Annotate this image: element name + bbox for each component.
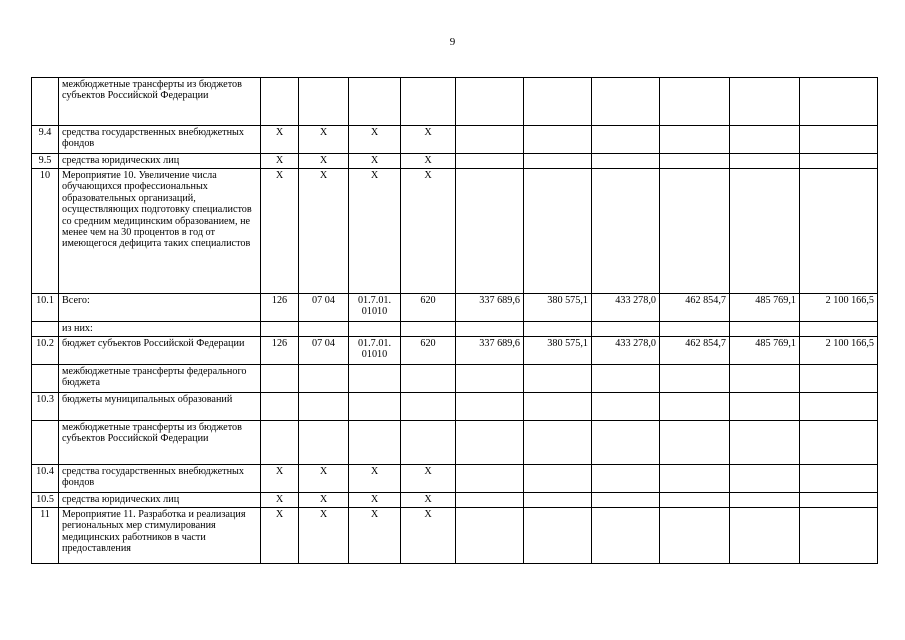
col-total-cell: 2 100 166,5 <box>800 337 878 365</box>
table-row <box>32 365 878 393</box>
table-row <box>32 154 878 169</box>
col-code-type-cell: Х <box>401 154 456 169</box>
col-2021-cell <box>592 465 660 493</box>
col-2019-cell <box>456 154 524 169</box>
col-2019-cell <box>456 169 524 294</box>
row-description: межбюджетные трансферты федерального бюджета <box>59 365 261 393</box>
col-2019-cell <box>456 78 524 126</box>
row-description: средства государственных внебюджетных фондов <box>59 126 261 154</box>
col-code-section-cell: Х <box>299 154 349 169</box>
col-2023-cell <box>730 465 800 493</box>
col-code-ministry-cell <box>261 421 299 465</box>
col-code-section-cell: Х <box>299 169 349 294</box>
row-number: 11 <box>32 508 59 564</box>
col-2019-cell <box>456 508 524 564</box>
col-total-cell <box>800 365 878 393</box>
col-code-ministry-cell <box>261 78 299 126</box>
col-total-cell <box>800 154 878 169</box>
col-code-section-cell <box>299 365 349 393</box>
row-description: Мероприятие 11. Разработка и реализация региональных мер стимулирования медицинских работников в части предоставления <box>59 508 261 564</box>
col-2019-cell <box>456 465 524 493</box>
col-2021-cell <box>592 154 660 169</box>
col-code-type-cell <box>401 365 456 393</box>
col-2023-cell <box>730 508 800 564</box>
col-2020-cell <box>524 508 592 564</box>
col-2020-cell <box>524 465 592 493</box>
col-2020-cell <box>524 126 592 154</box>
row-number: 10.4 <box>32 465 59 493</box>
col-2022-cell <box>660 465 730 493</box>
col-code-type-cell: Х <box>401 493 456 508</box>
col-code-section-cell: Х <box>299 508 349 564</box>
col-2023-cell <box>730 322 800 337</box>
col-2021-cell <box>592 78 660 126</box>
table-row <box>32 169 878 294</box>
col-2020-cell <box>524 365 592 393</box>
table-row <box>32 393 878 421</box>
col-2021-cell <box>592 393 660 421</box>
col-code-target-cell: Х <box>349 508 401 564</box>
col-code-target-cell <box>349 393 401 421</box>
row-description: межбюджетные трансферты из бюджетов субъектов Российской Федерации <box>59 78 261 126</box>
col-code-ministry-cell <box>261 365 299 393</box>
col-code-section-cell: Х <box>299 126 349 154</box>
col-code-type-cell <box>401 421 456 465</box>
col-total-cell <box>800 493 878 508</box>
row-number: 10.2 <box>32 337 59 365</box>
col-2020-cell <box>524 493 592 508</box>
col-2019-cell: 337 689,6 <box>456 337 524 365</box>
col-2020-cell <box>524 154 592 169</box>
col-code-target-cell <box>349 421 401 465</box>
table-body <box>32 78 878 564</box>
row-number: 10.5 <box>32 493 59 508</box>
col-code-type-cell: 620 <box>401 337 456 365</box>
col-code-section-cell <box>299 393 349 421</box>
row-number <box>32 421 59 465</box>
col-code-target-cell: Х <box>349 493 401 508</box>
col-2022-cell <box>660 154 730 169</box>
col-2021-cell <box>592 421 660 465</box>
col-2019-cell <box>456 393 524 421</box>
table-row <box>32 126 878 154</box>
col-2021-cell: 433 278,0 <box>592 294 660 322</box>
col-total-cell <box>800 465 878 493</box>
row-number: 10.1 <box>32 294 59 322</box>
col-2022-cell <box>660 365 730 393</box>
col-2021-cell <box>592 493 660 508</box>
table-row <box>32 421 878 465</box>
page-number: 9 <box>449 36 456 48</box>
col-code-ministry-cell <box>261 322 299 337</box>
col-total-cell <box>800 421 878 465</box>
col-total-cell <box>800 78 878 126</box>
col-code-type-cell <box>401 393 456 421</box>
col-code-target-cell: Х <box>349 126 401 154</box>
col-2022-cell <box>660 169 730 294</box>
row-description: Всего: <box>59 294 261 322</box>
col-2020-cell <box>524 393 592 421</box>
row-description: бюджеты муниципальных образований <box>59 393 261 421</box>
row-description: средства юридических лиц <box>59 154 261 169</box>
col-code-target-cell: 01.7.01. 01010 <box>349 294 401 322</box>
col-code-section-cell: Х <box>299 493 349 508</box>
col-2021-cell <box>592 126 660 154</box>
row-number <box>32 78 59 126</box>
col-code-type-cell: Х <box>401 169 456 294</box>
row-description: Мероприятие 10. Увеличение числа обучающихся профессиональных образовательных организаций, осуществляющих подготовку специалистов со средним медицинским образованием, не менее чем на 30 процентов в год от имеющегося дефицита таких специалистов <box>59 169 261 294</box>
col-code-target-cell: Х <box>349 154 401 169</box>
col-2022-cell <box>660 508 730 564</box>
col-code-ministry-cell <box>261 393 299 421</box>
col-2023-cell <box>730 421 800 465</box>
col-code-ministry-cell: 126 <box>261 294 299 322</box>
col-2021-cell: 433 278,0 <box>592 337 660 365</box>
col-2020-cell <box>524 322 592 337</box>
col-total-cell <box>800 508 878 564</box>
col-2022-cell <box>660 126 730 154</box>
col-total-cell: 2 100 166,5 <box>800 294 878 322</box>
col-2020-cell <box>524 78 592 126</box>
table-row <box>32 465 878 493</box>
col-2019-cell <box>456 421 524 465</box>
col-2023-cell: 485 769,1 <box>730 337 800 365</box>
col-code-section-cell <box>299 322 349 337</box>
col-2020-cell: 380 575,1 <box>524 294 592 322</box>
col-code-target-cell <box>349 78 401 126</box>
col-2023-cell <box>730 78 800 126</box>
row-description: средства государственных внебюджетных фондов <box>59 465 261 493</box>
col-2023-cell <box>730 493 800 508</box>
col-2022-cell <box>660 78 730 126</box>
col-code-type-cell <box>401 78 456 126</box>
col-2019-cell <box>456 493 524 508</box>
col-total-cell <box>800 322 878 337</box>
col-code-section-cell: 07 04 <box>299 337 349 365</box>
col-2021-cell <box>592 508 660 564</box>
col-code-type-cell: Х <box>401 126 456 154</box>
row-number: 9.5 <box>32 154 59 169</box>
col-2023-cell: 485 769,1 <box>730 294 800 322</box>
col-2022-cell <box>660 421 730 465</box>
col-code-section-cell <box>299 78 349 126</box>
row-number: 9.4 <box>32 126 59 154</box>
col-2019-cell <box>456 322 524 337</box>
col-code-type-cell: Х <box>401 508 456 564</box>
row-number: 10 <box>32 169 59 294</box>
col-2022-cell <box>660 393 730 421</box>
col-2023-cell <box>730 126 800 154</box>
col-code-type-cell: 620 <box>401 294 456 322</box>
row-description: из них: <box>59 322 261 337</box>
col-2023-cell <box>730 169 800 294</box>
row-number <box>32 322 59 337</box>
col-total-cell <box>800 169 878 294</box>
col-2021-cell <box>592 365 660 393</box>
table-row <box>32 322 878 337</box>
col-2019-cell <box>456 126 524 154</box>
col-code-ministry-cell: Х <box>261 465 299 493</box>
col-code-section-cell: Х <box>299 465 349 493</box>
table-row <box>32 78 878 126</box>
row-description: бюджет субъектов Российской Федерации <box>59 337 261 365</box>
col-code-ministry-cell: Х <box>261 154 299 169</box>
col-2019-cell <box>456 365 524 393</box>
col-code-ministry-cell: Х <box>261 126 299 154</box>
col-code-ministry-cell: Х <box>261 493 299 508</box>
row-number <box>32 365 59 393</box>
col-2020-cell <box>524 421 592 465</box>
col-code-section-cell <box>299 421 349 465</box>
col-2020-cell <box>524 169 592 294</box>
col-total-cell <box>800 126 878 154</box>
col-code-ministry-cell: Х <box>261 169 299 294</box>
col-2022-cell <box>660 493 730 508</box>
col-code-target-cell <box>349 365 401 393</box>
col-2022-cell: 462 854,7 <box>660 294 730 322</box>
col-code-type-cell <box>401 322 456 337</box>
table-row <box>32 508 878 564</box>
col-2021-cell <box>592 169 660 294</box>
col-2023-cell <box>730 154 800 169</box>
col-2023-cell <box>730 393 800 421</box>
table-row <box>32 294 878 322</box>
table-row <box>32 337 878 365</box>
table-row <box>32 493 878 508</box>
col-2019-cell: 337 689,6 <box>456 294 524 322</box>
col-code-target-cell <box>349 322 401 337</box>
col-total-cell <box>800 393 878 421</box>
row-description: межбюджетные трансферты из бюджетов субъектов Российской Федерации <box>59 421 261 465</box>
col-code-target-cell: Х <box>349 169 401 294</box>
col-2023-cell <box>730 365 800 393</box>
row-description: средства юридических лиц <box>59 493 261 508</box>
col-code-ministry-cell: Х <box>261 508 299 564</box>
budget-table <box>31 77 878 564</box>
col-2020-cell: 380 575,1 <box>524 337 592 365</box>
col-code-type-cell: Х <box>401 465 456 493</box>
col-code-section-cell: 07 04 <box>299 294 349 322</box>
row-number: 10.3 <box>32 393 59 421</box>
col-2022-cell: 462 854,7 <box>660 337 730 365</box>
col-2021-cell <box>592 322 660 337</box>
col-2022-cell <box>660 322 730 337</box>
col-code-ministry-cell: 126 <box>261 337 299 365</box>
col-code-target-cell: 01.7.01. 01010 <box>349 337 401 365</box>
col-code-target-cell: Х <box>349 465 401 493</box>
